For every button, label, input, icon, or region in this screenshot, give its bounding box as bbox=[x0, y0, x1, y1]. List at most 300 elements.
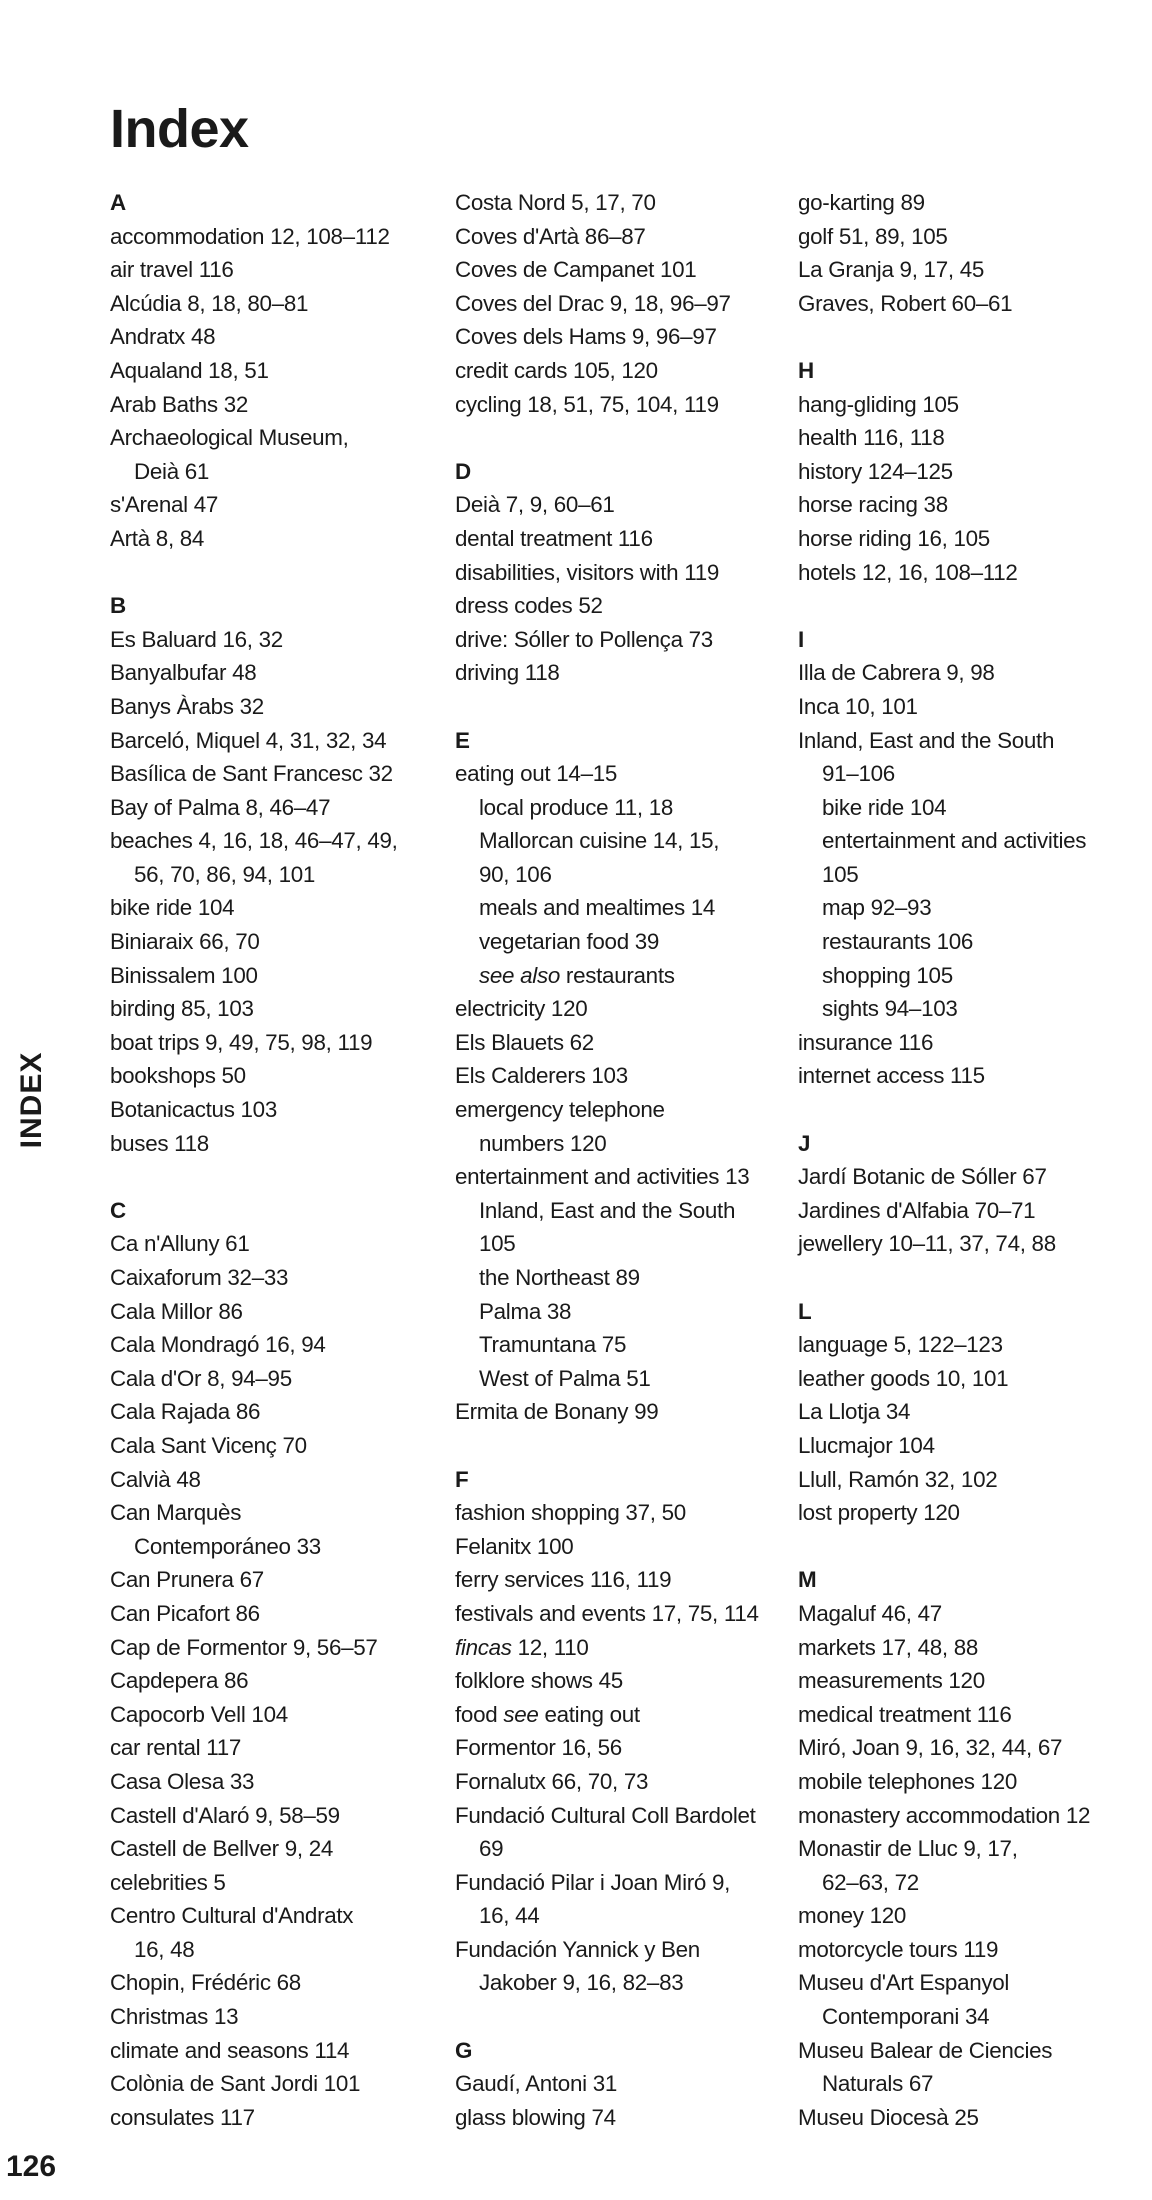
index-entry bbox=[110, 1866, 450, 1900]
index-entry bbox=[110, 623, 450, 657]
page-title: Index bbox=[110, 99, 249, 159]
entry-text: Costa Nord 5, 17, 70 bbox=[455, 190, 656, 215]
index-entry bbox=[110, 388, 450, 422]
index-entry bbox=[110, 1127, 450, 1161]
index-entry bbox=[110, 354, 450, 388]
entry-text: health 116, 118 bbox=[798, 425, 945, 451]
index-entry bbox=[455, 1765, 795, 1799]
index-entry bbox=[110, 1563, 450, 1597]
index-entry bbox=[110, 1799, 450, 1833]
index-entry bbox=[798, 1698, 1148, 1732]
index-section bbox=[798, 1295, 1148, 1530]
index-entry bbox=[110, 1698, 450, 1732]
entry-text: climate and seasons 114 bbox=[110, 2037, 350, 2063]
entry-text: Gaudí, Antoni 31 bbox=[455, 2071, 618, 2097]
entry-text: bike ride 104 bbox=[110, 895, 235, 921]
entry-text: 12, 110 bbox=[517, 1634, 589, 1660]
index-entry bbox=[110, 421, 450, 455]
entry-term: food bbox=[455, 1701, 498, 1727]
index-entry bbox=[798, 2101, 1148, 2135]
index-entry bbox=[798, 1966, 1148, 2000]
index-entry bbox=[455, 1093, 795, 1127]
entry-text: Capdepera 86 bbox=[110, 1668, 249, 1694]
entry-text: dress codes 52 bbox=[455, 593, 603, 619]
index-entry bbox=[110, 925, 450, 959]
entry-text: eating out bbox=[544, 1701, 640, 1727]
index-entry bbox=[110, 1731, 450, 1765]
index-entry bbox=[110, 824, 450, 858]
entry-continuation: numbers 120 bbox=[479, 1130, 607, 1156]
index-entry bbox=[798, 1496, 1148, 1530]
entry-text: meals and mealtimes 14 bbox=[479, 895, 716, 921]
index-entry bbox=[455, 757, 795, 791]
index-entry bbox=[455, 1059, 795, 1093]
entry-text: Miró, Joan 9, 16, 32, 44, 67 bbox=[798, 1735, 1063, 1761]
entry-continuation: 16, 44 bbox=[479, 1903, 540, 1929]
index-entry bbox=[455, 388, 795, 422]
entry-text: Biniaraix 66, 70 bbox=[110, 929, 260, 955]
index-entry bbox=[798, 724, 1148, 758]
entry-text: Graves, Robert 60–61 bbox=[798, 290, 1013, 316]
entry-text: Ca n'Alluny 61 bbox=[110, 1231, 250, 1257]
index-entry bbox=[798, 1631, 1148, 1665]
index-subentry bbox=[798, 992, 1148, 1026]
section-letter: A bbox=[110, 190, 126, 215]
index-entry bbox=[455, 488, 795, 522]
index-entry bbox=[455, 220, 795, 254]
index-entry bbox=[455, 1496, 795, 1530]
index-entry bbox=[110, 1631, 450, 1665]
entry-term-italic: fincas bbox=[455, 1634, 512, 1660]
entry-text: Coves del Drac 9, 18, 96–97 bbox=[455, 290, 731, 316]
index-entry bbox=[455, 1866, 795, 1900]
entry-text: hang-gliding 105 bbox=[798, 391, 959, 417]
entry-text: Archaeological Museum, bbox=[110, 425, 349, 451]
entry-text: Llull, Ramón 32, 102 bbox=[798, 1466, 998, 1492]
index-entry bbox=[110, 1026, 450, 1060]
index-entry bbox=[798, 421, 1148, 455]
entry-text: celebrities 5 bbox=[110, 1869, 226, 1895]
index-subentry bbox=[455, 858, 795, 892]
index-entry bbox=[455, 1731, 795, 1765]
index-subentry bbox=[455, 824, 795, 858]
index-entry bbox=[455, 623, 795, 657]
entry-text: Arab Baths 32 bbox=[110, 391, 248, 417]
index-entry bbox=[798, 1731, 1148, 1765]
entry-text: Cala Rajada 86 bbox=[110, 1399, 261, 1425]
index-entry bbox=[798, 1160, 1148, 1194]
entry-text: local produce 11, 18 bbox=[479, 794, 673, 820]
entry-text: Cala Sant Vicenç 70 bbox=[110, 1432, 307, 1458]
index-entry bbox=[110, 1899, 450, 1933]
section-letter: F bbox=[455, 1466, 469, 1492]
index-entry bbox=[455, 1799, 795, 1833]
section-letter: B bbox=[110, 593, 126, 619]
section-letter: C bbox=[110, 1197, 126, 1223]
entry-text: markets 17, 48, 88 bbox=[798, 1634, 979, 1660]
entry-text: eating out 14–15 bbox=[455, 761, 618, 787]
index-entry bbox=[110, 656, 450, 690]
section-letter: M bbox=[798, 1567, 817, 1593]
entry-text: electricity 120 bbox=[455, 996, 588, 1022]
entry-text: hotels 12, 16, 108–112 bbox=[798, 559, 1018, 585]
entry-text: 105 bbox=[822, 861, 859, 887]
entry-text: Fornalutx 66, 70, 73 bbox=[455, 1768, 649, 1794]
index-entry bbox=[110, 1227, 450, 1261]
index-entry bbox=[455, 1933, 795, 1967]
index-entry bbox=[798, 690, 1148, 724]
index-entry bbox=[798, 1194, 1148, 1228]
entry-text: Cala Millor 86 bbox=[110, 1298, 243, 1324]
entry-text: Christmas 13 bbox=[110, 2004, 239, 2030]
index-column-2 bbox=[455, 186, 795, 2134]
index-entry bbox=[455, 522, 795, 556]
index-entry bbox=[455, 2101, 795, 2135]
entry-text: Mallorcan cuisine 14, 15, bbox=[479, 828, 720, 854]
index-entry bbox=[110, 1295, 450, 1329]
index-entry bbox=[110, 724, 450, 758]
side-tab bbox=[12, 1050, 52, 1150]
entry-text: Centro Cultural d'Andratx bbox=[110, 1903, 354, 1929]
entry-text: Casa Olesa 33 bbox=[110, 1768, 255, 1794]
index-column-3 bbox=[798, 186, 1148, 2134]
entry-text: Deià 7, 9, 60–61 bbox=[455, 492, 615, 518]
index-subentry bbox=[455, 891, 795, 925]
index-section bbox=[798, 623, 1148, 1093]
index-subentry bbox=[798, 757, 1148, 791]
entry-text: dental treatment 116 bbox=[455, 525, 653, 551]
entry-text: Cala d'Or 8, 94–95 bbox=[110, 1365, 292, 1391]
index-entry bbox=[798, 1395, 1148, 1429]
entry-text: language 5, 122–123 bbox=[798, 1332, 1003, 1358]
index-entry bbox=[798, 1597, 1148, 1631]
entry-continuation: 69 bbox=[479, 1836, 504, 1862]
entry-text: motorcycle tours 119 bbox=[798, 1936, 999, 1962]
entry-text: money 120 bbox=[798, 1903, 907, 1929]
index-entry bbox=[110, 690, 450, 724]
side-tab-label: INDEX bbox=[15, 1051, 48, 1149]
index-entry bbox=[110, 287, 450, 321]
entry-text: Museu Diocesà 25 bbox=[798, 2104, 979, 2130]
entry-text: credit cards 105, 120 bbox=[455, 357, 658, 383]
entry-text: cycling 18, 51, 75, 104, 119 bbox=[455, 391, 719, 417]
index-entry bbox=[455, 589, 795, 623]
entry-text: 90, 106 bbox=[479, 861, 552, 887]
entry-text: shopping 105 bbox=[822, 962, 953, 988]
index-entry bbox=[110, 1362, 450, 1396]
entry-text: 105 bbox=[479, 1231, 516, 1257]
section-letter: D bbox=[455, 458, 471, 484]
entry-text: the Northeast 89 bbox=[479, 1265, 640, 1290]
index-entry bbox=[110, 522, 450, 556]
section-letter: E bbox=[455, 727, 470, 753]
index-subentry bbox=[455, 1295, 795, 1329]
index-section bbox=[455, 455, 795, 690]
index-entry bbox=[455, 1664, 795, 1698]
entry-text: drive: Sóller to Pollença 73 bbox=[455, 626, 713, 652]
entry-text: Fundación Yannick y Ben bbox=[455, 1936, 700, 1962]
index-entry bbox=[798, 220, 1148, 254]
entry-text: Can Marquès bbox=[110, 1500, 242, 1526]
section-letter: I bbox=[798, 626, 804, 652]
index-column-1 bbox=[110, 186, 450, 2134]
entry-continuation: Deià 61 bbox=[134, 458, 210, 484]
index-entry bbox=[110, 2034, 450, 2068]
entry-text: West of Palma 51 bbox=[479, 1365, 651, 1391]
index-entry bbox=[798, 1059, 1148, 1093]
index-entry bbox=[110, 1093, 450, 1127]
section-letter: G bbox=[455, 2037, 473, 2063]
index-entry bbox=[110, 992, 450, 1026]
index-entry bbox=[798, 1832, 1148, 1866]
entry-continuation: Naturals 67 bbox=[822, 2071, 934, 2097]
index-entry bbox=[110, 757, 450, 791]
index-subentry bbox=[455, 791, 795, 825]
index-subentry bbox=[798, 824, 1148, 858]
entry-text: fashion shopping 37, 50 bbox=[455, 1500, 686, 1526]
index-entry bbox=[455, 992, 795, 1026]
entry-text: Calvià 48 bbox=[110, 1466, 201, 1492]
index-entry bbox=[455, 1530, 795, 1564]
entry-text: jewellery 10–11, 37, 74, 88 bbox=[798, 1231, 1056, 1257]
index-section bbox=[455, 186, 795, 421]
entry-text: go-karting 89 bbox=[798, 190, 925, 215]
entry-continuation: Contemporani 34 bbox=[822, 2004, 990, 2030]
index-entry bbox=[110, 791, 450, 825]
index-entry bbox=[798, 1362, 1148, 1396]
index-entry bbox=[798, 455, 1148, 489]
entry-text: Jardí Botanic de Sóller 67 bbox=[798, 1164, 1047, 1190]
entry-text: internet access 115 bbox=[798, 1063, 985, 1089]
entry-text: restaurants 106 bbox=[822, 929, 974, 955]
index-entry bbox=[798, 1664, 1148, 1698]
index-entry bbox=[455, 556, 795, 590]
index-entry bbox=[455, 656, 795, 690]
index-subentry bbox=[455, 959, 795, 993]
entry-text: Castell d'Alaró 9, 58–59 bbox=[110, 1802, 340, 1828]
index-entry bbox=[798, 488, 1148, 522]
entry-text: Coves de Campanet 101 bbox=[455, 257, 697, 283]
entry-text: Magaluf 46, 47 bbox=[798, 1600, 942, 1626]
entry-text: monastery accommodation 12 bbox=[798, 1802, 1091, 1828]
index-entry bbox=[455, 1631, 795, 1665]
entry-text: Museu d'Art Espanyol bbox=[798, 1970, 1010, 1996]
index-entry bbox=[110, 488, 450, 522]
index-subentry bbox=[798, 925, 1148, 959]
entry-text: Tramuntana 75 bbox=[479, 1332, 627, 1358]
entry-text: Colònia de Sant Jordi 101 bbox=[110, 2071, 361, 2097]
entry-text: map 92–93 bbox=[822, 895, 932, 921]
entry-text: La Granja 9, 17, 45 bbox=[798, 257, 984, 283]
section-letter: H bbox=[798, 357, 814, 383]
entry-text: disabilities, visitors with 119 bbox=[455, 559, 720, 585]
index-entry bbox=[110, 1059, 450, 1093]
index-section bbox=[455, 2034, 795, 2135]
index-section bbox=[110, 589, 450, 1160]
entry-text: restaurants bbox=[565, 962, 675, 988]
entry-text: Capocorb Vell 104 bbox=[110, 1701, 288, 1727]
entry-text: leather goods 10, 101 bbox=[798, 1365, 1009, 1391]
index-subentry bbox=[455, 1362, 795, 1396]
index-entry bbox=[798, 253, 1148, 287]
index-section bbox=[798, 186, 1148, 320]
index-subentry bbox=[455, 1227, 795, 1261]
section-letter: L bbox=[798, 1298, 812, 1324]
entry-text: Castell de Bellver 9, 24 bbox=[110, 1836, 334, 1862]
entry-continuation: 56, 70, 86, 94, 101 bbox=[134, 861, 316, 887]
entry-text: Inland, East and the South bbox=[479, 1197, 736, 1223]
entry-text: birding 85, 103 bbox=[110, 996, 254, 1022]
entry-text: Alcúdia 8, 18, 80–81 bbox=[110, 290, 309, 316]
entry-continuation: 16, 48 bbox=[134, 1936, 195, 1962]
index-entry bbox=[110, 1765, 450, 1799]
entry-text: air travel 116 bbox=[110, 257, 234, 283]
entry-text: Els Calderers 103 bbox=[455, 1063, 628, 1089]
entry-text: Binissalem 100 bbox=[110, 962, 258, 988]
index-entry bbox=[798, 1026, 1148, 1060]
index-entry bbox=[110, 1463, 450, 1497]
entry-text: horse riding 16, 105 bbox=[798, 525, 990, 551]
entry-continuation: 62–63, 72 bbox=[822, 1869, 919, 1895]
index-subentry bbox=[798, 858, 1148, 892]
index-entry bbox=[110, 1328, 450, 1362]
index-entry bbox=[798, 656, 1148, 690]
entry-text: Museu Balear de Ciencies bbox=[798, 2037, 1053, 2063]
entry-text: Ermita de Bonany 99 bbox=[455, 1399, 659, 1425]
entry-continuation: Contemporáneo 33 bbox=[134, 1533, 321, 1559]
entry-text: accommodation 12, 108–112 bbox=[110, 223, 390, 249]
index-entry bbox=[798, 388, 1148, 422]
index-subentry bbox=[455, 1261, 795, 1295]
index-entry bbox=[110, 2000, 450, 2034]
index-entry bbox=[455, 1160, 795, 1194]
index-entry bbox=[798, 1463, 1148, 1497]
entry-text: Monastir de Lluc 9, 17, bbox=[798, 1836, 1018, 1862]
index-entry bbox=[798, 287, 1148, 321]
index-entry bbox=[455, 354, 795, 388]
entry-text: Aqualand 18, 51 bbox=[110, 357, 269, 383]
index-entry bbox=[798, 1328, 1148, 1362]
index-entry bbox=[798, 1799, 1148, 1833]
entry-text: golf 51, 89, 105 bbox=[798, 223, 948, 249]
entry-continuation: Jakober 9, 16, 82–83 bbox=[479, 1970, 684, 1996]
entry-text: Inland, East and the South bbox=[798, 727, 1055, 753]
index-entry bbox=[110, 2067, 450, 2101]
index-section bbox=[798, 1127, 1148, 1261]
index-entry bbox=[455, 287, 795, 321]
entry-text: medical treatment 116 bbox=[798, 1701, 1012, 1727]
entry-text: Jardines d'Alfabia 70–71 bbox=[798, 1197, 1036, 1223]
index-entry bbox=[455, 1026, 795, 1060]
entry-text: glass blowing 74 bbox=[455, 2104, 616, 2130]
entry-text: emergency telephone bbox=[455, 1097, 665, 1123]
index-section bbox=[798, 354, 1148, 589]
entry-text: insurance 116 bbox=[798, 1029, 934, 1055]
entry-text: boat trips 9, 49, 75, 98, 119 bbox=[110, 1029, 373, 1055]
index-entry bbox=[798, 1933, 1148, 1967]
section-letter: J bbox=[798, 1130, 811, 1156]
index-entry bbox=[110, 220, 450, 254]
entry-text: lost property 120 bbox=[798, 1500, 960, 1526]
entry-text: Inca 10, 101 bbox=[798, 693, 918, 719]
entry-text: Palma 38 bbox=[479, 1298, 572, 1324]
index-entry bbox=[110, 1832, 450, 1866]
entry-text: Els Blauets 62 bbox=[455, 1029, 594, 1055]
entry-text: consulates 117 bbox=[110, 2104, 255, 2130]
index-section bbox=[455, 1463, 795, 2001]
entry-text: Artà 8, 84 bbox=[110, 525, 205, 551]
index-entry bbox=[455, 253, 795, 287]
index-entry bbox=[798, 1899, 1148, 1933]
entry-text: entertainment and activities bbox=[822, 828, 1087, 854]
index-entry bbox=[455, 1563, 795, 1597]
entry-text: s'Arenal 47 bbox=[110, 492, 219, 518]
index-entry bbox=[455, 186, 795, 220]
entry-text: folklore shows 45 bbox=[455, 1668, 623, 1694]
index-entry bbox=[110, 1395, 450, 1429]
entry-text: 91–106 bbox=[822, 761, 895, 787]
index-entry bbox=[455, 1698, 795, 1732]
entry-text: Chopin, Frédéric 68 bbox=[110, 1970, 301, 1996]
index-entry bbox=[110, 1429, 450, 1463]
index-entry bbox=[110, 2101, 450, 2135]
index-entry bbox=[110, 1261, 450, 1295]
entry-text: history 124–125 bbox=[798, 458, 953, 484]
see-label: see bbox=[503, 1701, 539, 1727]
index-entry bbox=[110, 959, 450, 993]
entry-text: horse racing 38 bbox=[798, 492, 948, 518]
entry-text: Banys Àrabs 32 bbox=[110, 693, 264, 719]
index-entry bbox=[455, 320, 795, 354]
index-entry bbox=[455, 1597, 795, 1631]
entry-text: Formentor 16, 56 bbox=[455, 1735, 622, 1761]
entry-text: Botanicactus 103 bbox=[110, 1097, 277, 1123]
entry-text: Llucmajor 104 bbox=[798, 1432, 935, 1458]
see-also-label: see also bbox=[479, 962, 560, 988]
entry-text: beaches 4, 16, 18, 46–47, 49, bbox=[110, 828, 398, 854]
entry-text: bookshops 50 bbox=[110, 1063, 246, 1089]
index-section bbox=[110, 186, 450, 556]
entry-text: Coves d'Artà 86–87 bbox=[455, 223, 646, 249]
index-subentry bbox=[455, 1328, 795, 1362]
entry-text: mobile telephones 120 bbox=[798, 1768, 1018, 1794]
entry-text: Bay of Palma 8, 46–47 bbox=[110, 794, 331, 820]
index-subentry bbox=[455, 1194, 795, 1228]
index-entry bbox=[798, 522, 1148, 556]
index-entry bbox=[110, 253, 450, 287]
index-section bbox=[110, 1194, 450, 2135]
index-entry bbox=[798, 2034, 1148, 2068]
entry-text: Banyalbufar 48 bbox=[110, 660, 257, 686]
entry-text: ferry services 116, 119 bbox=[455, 1567, 672, 1593]
page-number: 126 bbox=[6, 2150, 57, 2183]
index-entry bbox=[110, 891, 450, 925]
entry-text: measurements 120 bbox=[798, 1668, 985, 1694]
entry-text: Illa de Cabrera 9, 98 bbox=[798, 660, 995, 686]
index-entry bbox=[110, 1966, 450, 2000]
index-entry bbox=[798, 186, 1148, 220]
entry-text: car rental 117 bbox=[110, 1735, 242, 1761]
index-section bbox=[455, 724, 795, 1429]
index-subentry bbox=[798, 891, 1148, 925]
entry-text: Es Baluard 16, 32 bbox=[110, 626, 283, 652]
entry-text: Caixaforum 32–33 bbox=[110, 1265, 289, 1290]
entry-text: vegetarian food 39 bbox=[479, 929, 660, 955]
entry-text: Fundació Cultural Coll Bardolet bbox=[455, 1802, 756, 1828]
index-entry bbox=[110, 320, 450, 354]
index-entry bbox=[798, 1429, 1148, 1463]
entry-text: festivals and events 17, 75, 114 bbox=[455, 1600, 759, 1626]
